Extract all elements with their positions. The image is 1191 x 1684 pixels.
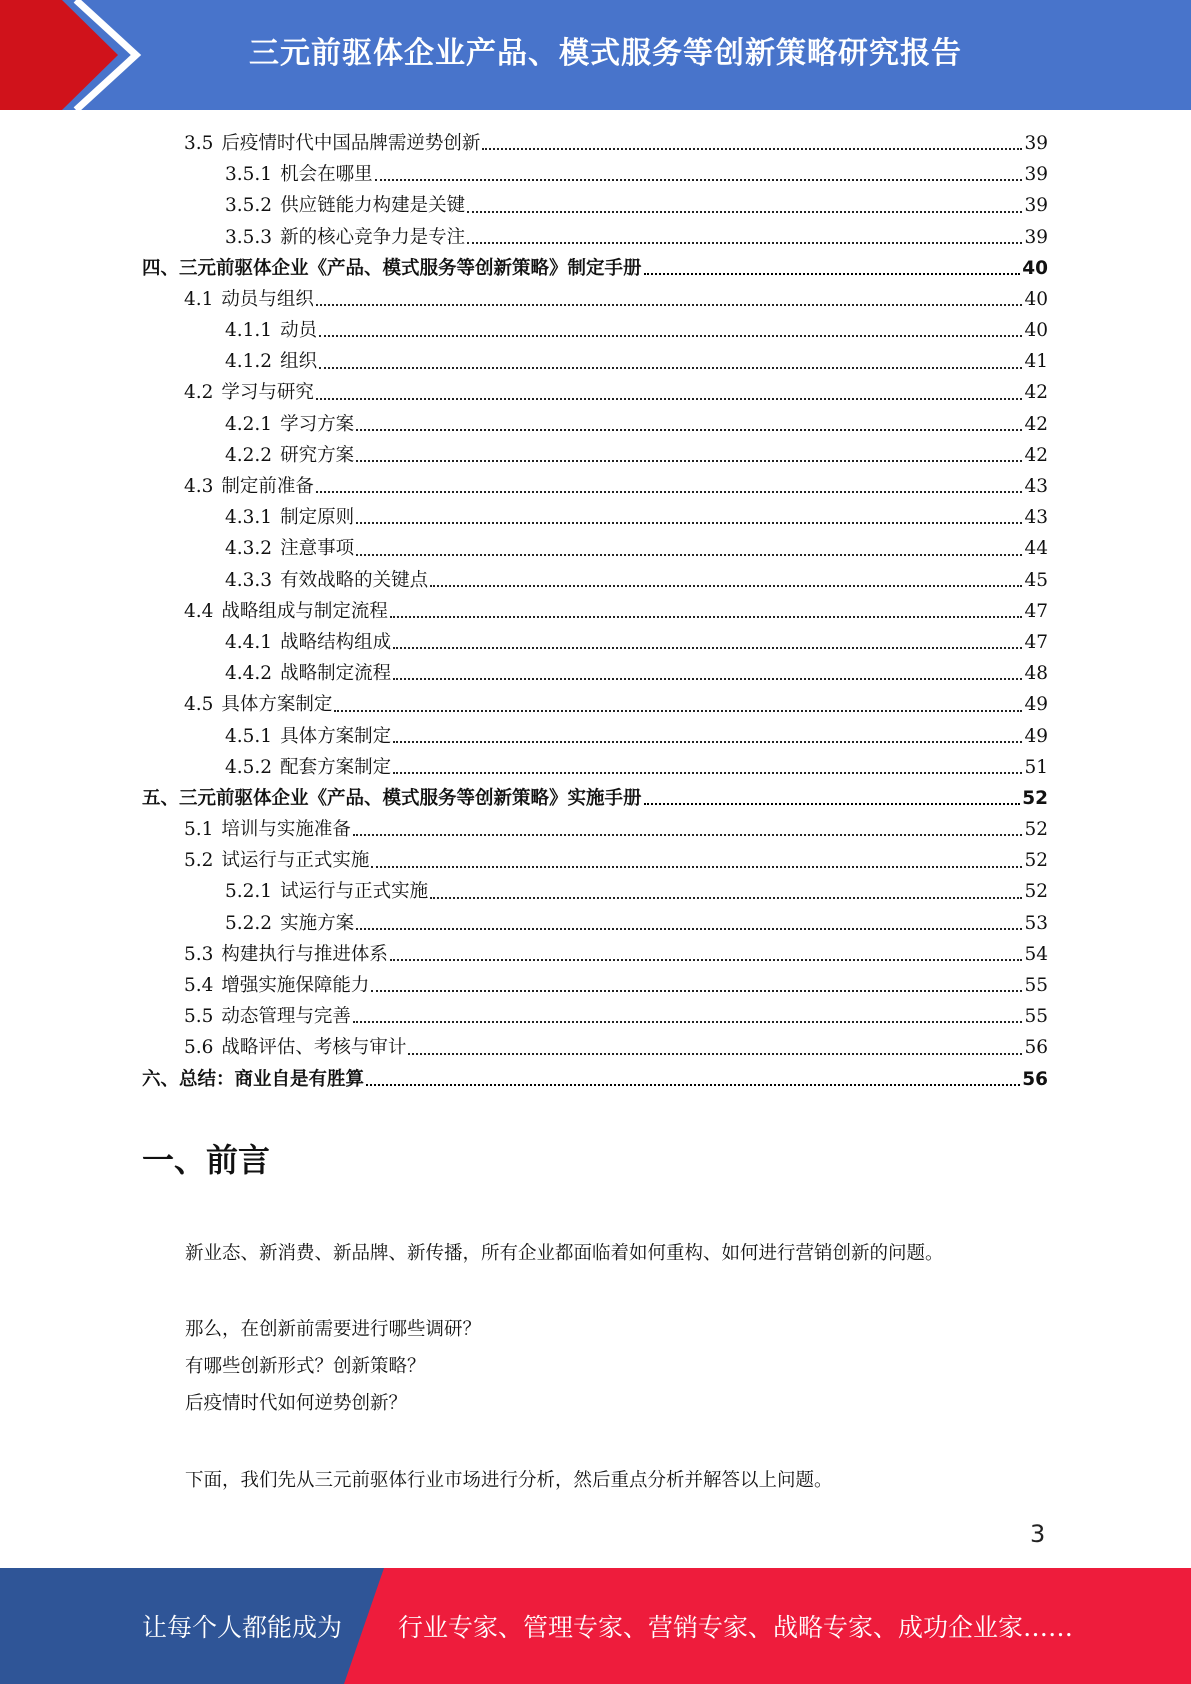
toc-entry-title: 四、三元前驱体企业《产品、模式服务等创新策略》制定手册 — [142, 257, 642, 279]
toc-leader-dots — [482, 148, 1022, 150]
toc-leader-dots — [356, 522, 1022, 524]
paragraph: 新业态、新消费、新品牌、新传播，所有企业都面临着如何重构、如何进行营销创新的问题。 — [185, 1243, 944, 1264]
toc-leader-dots — [393, 741, 1022, 743]
toc-leader-dots — [366, 1084, 1020, 1086]
toc-entry-number: 5.4 — [184, 975, 214, 997]
toc-page-number: 52 — [1024, 881, 1048, 903]
paragraph: 有哪些创新形式？创新策略？ — [185, 1356, 426, 1377]
toc-entry[interactable] — [142, 346, 1048, 377]
toc-page-number: 47 — [1024, 600, 1048, 622]
toc-entry-number: 5.6 — [184, 1037, 214, 1059]
footer-slogan-right: 行业专家、管理专家、营销专家、战略专家、成功企业家…… — [398, 1613, 1074, 1642]
toc-entry-title: 学习与研究 — [221, 382, 314, 404]
toc-entry-title: 新的核心竞争力是专注 — [280, 226, 466, 248]
toc-page-number: 45 — [1024, 569, 1048, 591]
toc-leader-dots — [319, 335, 1022, 337]
toc-entry-number: 5.3 — [184, 943, 214, 965]
toc-entry[interactable] — [142, 877, 1048, 908]
toc-entry-title: 供应链能力构建是关键 — [280, 195, 466, 217]
toc-entry-number: 4.5 — [184, 694, 214, 716]
toc-entry-title: 研究方案 — [280, 444, 355, 466]
toc-leader-dots — [467, 211, 1022, 213]
toc-entry-number: 3.5.3 — [225, 226, 273, 248]
page-header — [0, 0, 1191, 110]
toc-leader-dots — [334, 710, 1022, 712]
toc-entry-title: 战略制定流程 — [280, 663, 392, 685]
toc-entry[interactable] — [142, 440, 1048, 471]
toc-entry-title: 试运行与正式实施 — [221, 850, 370, 872]
toc-page-number: 56 — [1024, 1037, 1048, 1059]
toc-chapter-entry[interactable] — [142, 783, 1048, 814]
toc-leader-dots — [393, 772, 1022, 774]
toc-leader-dots — [467, 242, 1022, 244]
toc-entry-title: 制定原则 — [280, 507, 355, 529]
footer-slogan-left: 让每个人都能成为 — [142, 1613, 343, 1642]
toc-entry[interactable] — [142, 814, 1048, 845]
toc-entry[interactable] — [142, 596, 1048, 627]
toc-entry-number: 3.5.2 — [225, 195, 273, 217]
page-number: 3 — [1030, 1520, 1046, 1548]
paragraph: 后疫情时代如何逆势创新？ — [185, 1393, 408, 1414]
toc-page-number: 55 — [1024, 1006, 1048, 1028]
toc-entry[interactable] — [142, 627, 1048, 658]
toc-page-number: 39 — [1024, 164, 1048, 186]
toc-page-number: 54 — [1024, 943, 1048, 965]
toc-entry-title: 实施方案 — [280, 912, 355, 934]
toc-entry-number: 4.4 — [184, 600, 214, 622]
toc-entry[interactable] — [142, 1032, 1048, 1063]
toc-entry-title: 具体方案制定 — [280, 725, 392, 747]
header-title: 三元前驱体企业产品、模式服务等创新策略研究报告 — [249, 36, 962, 71]
toc-entry-number: 5.2 — [184, 850, 214, 872]
toc-page-number: 44 — [1024, 538, 1048, 560]
toc-entry-number: 5.2.2 — [225, 912, 273, 934]
toc-entry-number: 4.5.1 — [225, 725, 273, 747]
toc-entry-title: 制定前准备 — [221, 476, 314, 498]
toc-entry-title: 配套方案制定 — [280, 756, 392, 778]
toc-page-number: 48 — [1024, 663, 1048, 685]
toc-leader-dots — [408, 1053, 1022, 1055]
toc-page-number: 52 — [1024, 819, 1048, 841]
toc-entry-number: 4.3.3 — [225, 569, 273, 591]
toc-leader-dots — [393, 647, 1022, 649]
toc-entry[interactable] — [142, 752, 1048, 783]
toc-entry-title: 战略结构组成 — [280, 631, 392, 653]
toc-leader-dots — [356, 460, 1022, 462]
toc-entry[interactable] — [142, 409, 1048, 440]
table-of-contents — [142, 128, 1048, 1095]
toc-entry-number: 4.4.1 — [225, 631, 273, 653]
toc-entry-title: 培训与实施准备 — [221, 819, 351, 841]
toc-entry[interactable] — [142, 939, 1048, 970]
toc-leader-dots — [316, 398, 1023, 400]
toc-entry-number: 4.1.2 — [225, 351, 273, 373]
toc-entry[interactable] — [142, 565, 1048, 596]
toc-entry[interactable] — [142, 502, 1048, 533]
toc-entry[interactable] — [142, 658, 1048, 689]
toc-entry-title: 五、三元前驱体企业《产品、模式服务等创新策略》实施手册 — [142, 787, 642, 809]
toc-leader-dots — [353, 834, 1023, 836]
toc-page-number: 53 — [1024, 912, 1048, 934]
toc-entry-number: 4.3.2 — [225, 538, 273, 560]
toc-entry[interactable] — [142, 315, 1048, 346]
toc-leader-dots — [375, 179, 1023, 181]
toc-entry[interactable] — [142, 378, 1048, 409]
toc-leader-dots — [393, 678, 1022, 680]
toc-entry-number: 4.2.1 — [225, 413, 273, 435]
toc-entry-number: 3.5.1 — [225, 164, 273, 186]
toc-leader-dots — [356, 554, 1022, 556]
toc-entry-title: 试运行与正式实施 — [280, 881, 429, 903]
toc-entry-title: 学习方案 — [280, 413, 355, 435]
toc-entry-title: 动员 — [280, 320, 318, 342]
toc-page-number: 55 — [1024, 975, 1048, 997]
toc-entry-title: 动态管理与完善 — [221, 1006, 351, 1028]
toc-leader-dots — [319, 367, 1022, 369]
toc-page-number: 41 — [1024, 351, 1048, 373]
toc-page-number: 40 — [1024, 320, 1048, 342]
toc-entry-number: 4.3.1 — [225, 507, 273, 529]
toc-entry[interactable] — [142, 533, 1048, 564]
toc-entry[interactable] — [142, 908, 1048, 939]
toc-leader-dots — [430, 585, 1022, 587]
page-footer — [0, 1568, 1191, 1684]
toc-entry-number: 4.2 — [184, 382, 214, 404]
toc-leader-dots — [316, 491, 1023, 493]
toc-leader-dots — [356, 928, 1022, 930]
toc-entry[interactable] — [142, 471, 1048, 502]
toc-entry[interactable] — [142, 970, 1048, 1001]
toc-entry[interactable] — [142, 190, 1048, 221]
toc-leader-dots — [430, 897, 1022, 899]
toc-page-number: 51 — [1024, 756, 1048, 778]
toc-chapter-entry[interactable] — [142, 253, 1048, 284]
toc-page-number: 52 — [1024, 850, 1048, 872]
toc-leader-dots — [356, 429, 1022, 431]
toc-page-number: 49 — [1024, 694, 1048, 716]
toc-entry[interactable] — [142, 1001, 1048, 1032]
toc-entry-number: 4.1.1 — [225, 320, 273, 342]
toc-entry-number: 4.4.2 — [225, 663, 273, 685]
toc-page-number: 43 — [1024, 476, 1048, 498]
toc-leader-dots — [644, 273, 1021, 275]
toc-entry[interactable] — [142, 721, 1048, 752]
toc-page-number: 42 — [1024, 413, 1048, 435]
toc-entry-title: 有效战略的关键点 — [280, 569, 429, 591]
toc-entry-title: 战略评估、考核与审计 — [221, 1037, 407, 1059]
toc-entry-number: 4.5.2 — [225, 756, 273, 778]
toc-entry[interactable] — [142, 128, 1048, 159]
toc-entry-title: 增强实施保障能力 — [221, 975, 370, 997]
toc-leader-dots — [390, 616, 1023, 618]
toc-leader-dots — [316, 304, 1023, 306]
toc-entry-title: 后疫情时代中国品牌需逆势创新 — [221, 132, 481, 154]
paragraph: 那么，在创新前需要进行哪些调研？ — [185, 1319, 482, 1340]
toc-entry-title: 机会在哪里 — [280, 164, 373, 186]
toc-entry[interactable] — [142, 222, 1048, 253]
toc-leader-dots — [644, 803, 1021, 805]
toc-entry-number: 3.5 — [184, 132, 214, 154]
section-title: 一、前言 — [142, 1141, 271, 1179]
toc-page-number: 39 — [1024, 226, 1048, 248]
toc-page-number: 52 — [1022, 787, 1048, 809]
toc-entry-number: 5.2.1 — [225, 881, 273, 903]
toc-page-number: 47 — [1024, 631, 1048, 653]
toc-entry-title: 战略组成与制定流程 — [221, 600, 388, 622]
toc-leader-dots — [390, 959, 1023, 961]
toc-entry-title: 六、总结：商业自是有胜算 — [142, 1068, 365, 1090]
paragraph: 下面，我们先从三元前驱体行业市场进行分析，然后重点分析并解答以上问题。 — [185, 1470, 833, 1491]
toc-entry-title: 组织 — [280, 351, 318, 373]
toc-page-number: 39 — [1024, 195, 1048, 217]
toc-entry-number: 5.5 — [184, 1006, 214, 1028]
toc-entry[interactable] — [142, 159, 1048, 190]
toc-page-number: 43 — [1024, 507, 1048, 529]
toc-leader-dots — [371, 866, 1022, 868]
toc-page-number: 40 — [1024, 288, 1048, 310]
toc-entry[interactable] — [142, 689, 1048, 720]
toc-entry[interactable] — [142, 284, 1048, 315]
toc-chapter-entry[interactable] — [142, 1064, 1048, 1095]
toc-entry-title: 注意事项 — [280, 538, 355, 560]
toc-page-number: 49 — [1024, 725, 1048, 747]
toc-entry-number: 4.3 — [184, 476, 214, 498]
toc-entry-title: 具体方案制定 — [221, 694, 333, 716]
toc-leader-dots — [371, 990, 1022, 992]
toc-entry-title: 动员与组织 — [221, 288, 314, 310]
toc-page-number: 40 — [1022, 257, 1048, 279]
toc-page-number: 42 — [1024, 382, 1048, 404]
toc-entry-number: 4.2.2 — [225, 444, 273, 466]
toc-leader-dots — [353, 1021, 1023, 1023]
toc-entry-title: 构建执行与推进体系 — [221, 943, 388, 965]
toc-entry-number: 5.1 — [184, 819, 214, 841]
toc-page-number: 42 — [1024, 444, 1048, 466]
toc-entry[interactable] — [142, 845, 1048, 876]
toc-entry-number: 4.1 — [184, 288, 214, 310]
toc-page-number: 56 — [1022, 1068, 1048, 1090]
toc-page-number: 39 — [1024, 132, 1048, 154]
